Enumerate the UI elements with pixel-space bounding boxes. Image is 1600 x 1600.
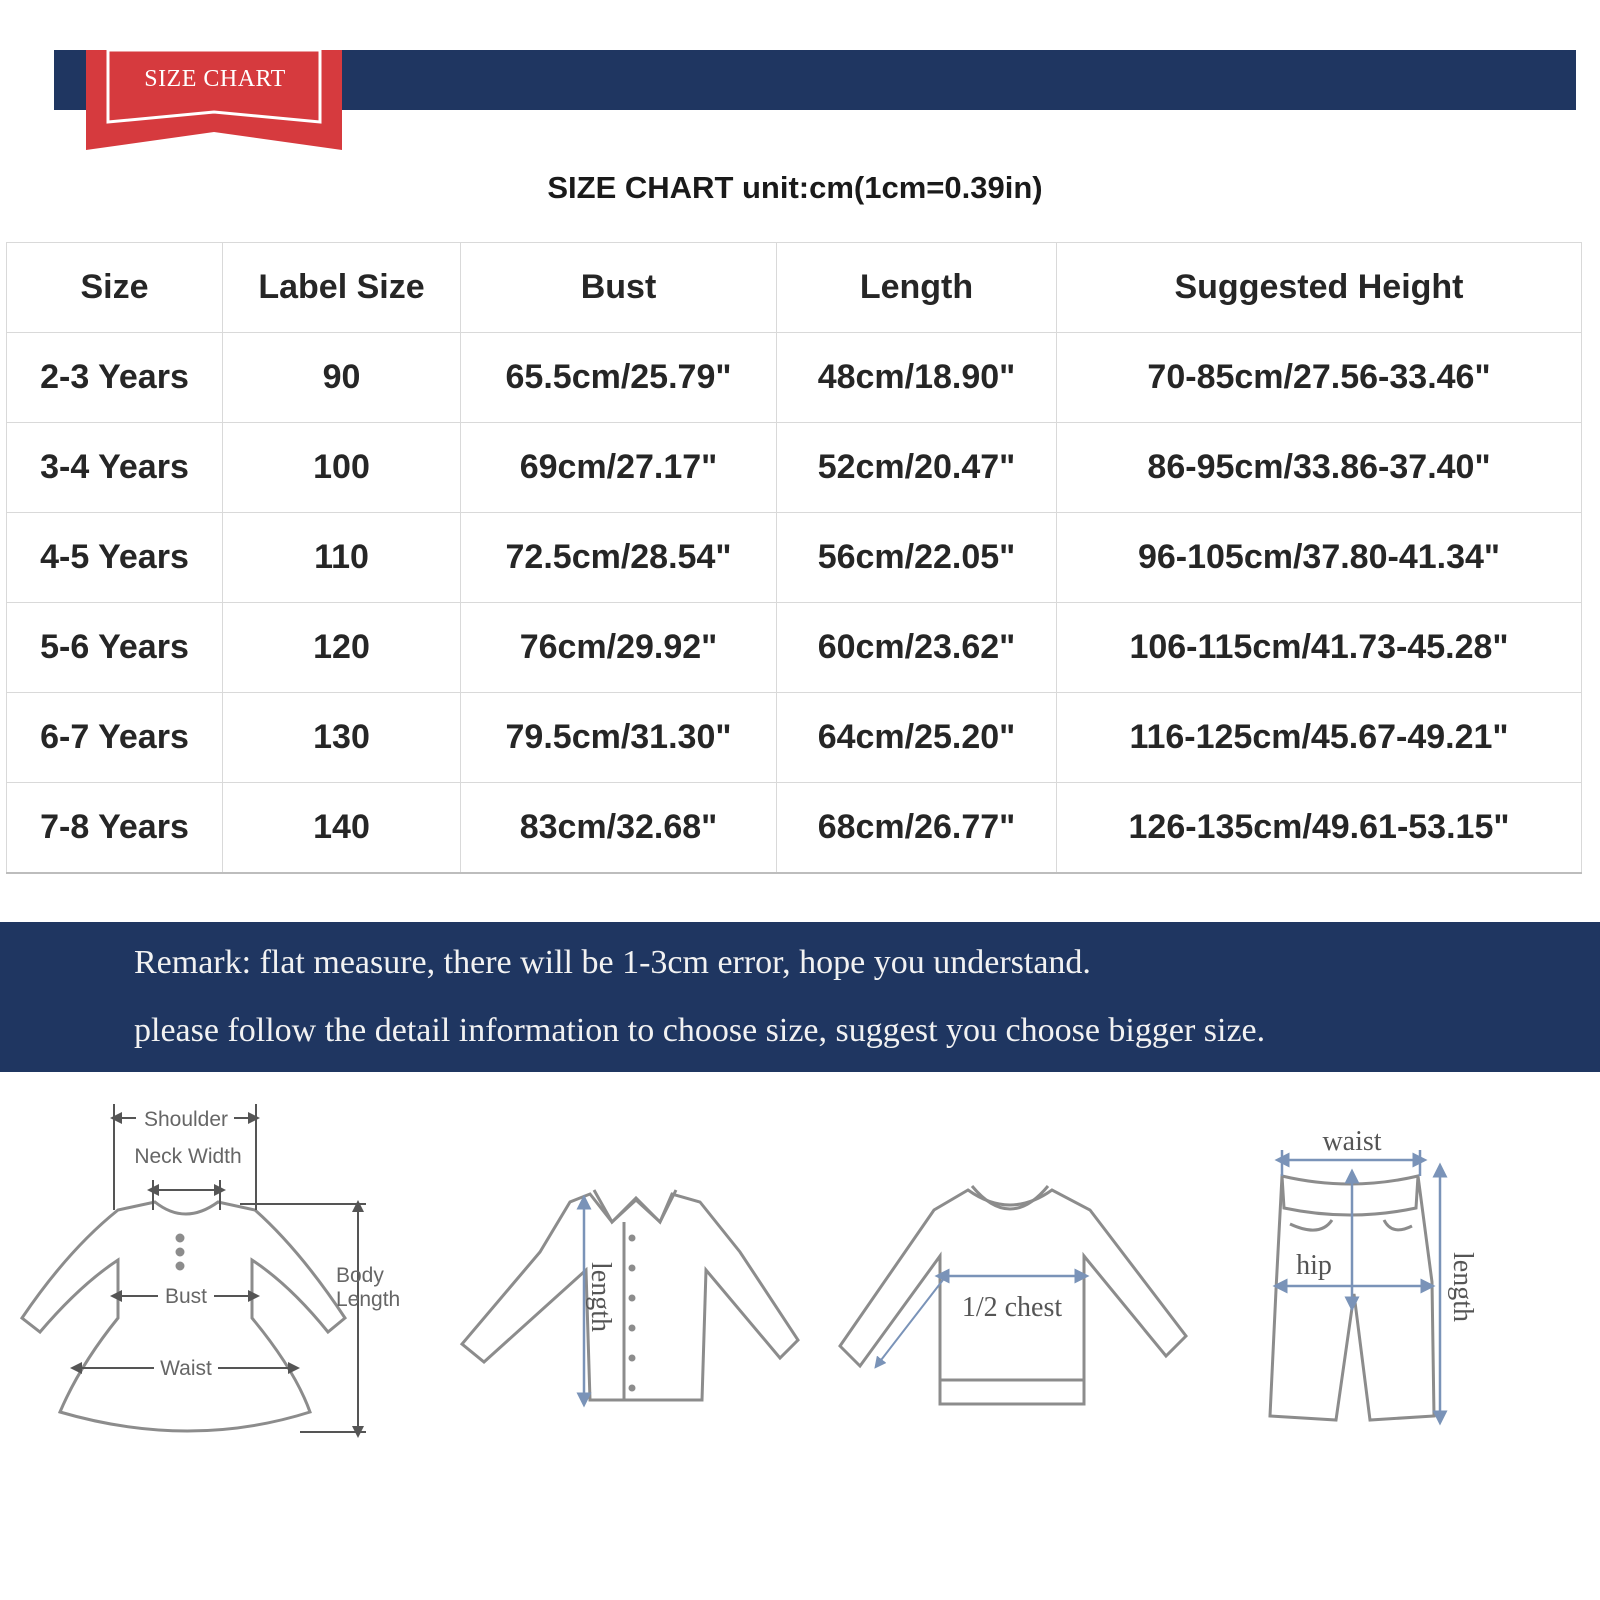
cell-bust: 65.5cm/25.79" bbox=[461, 333, 777, 423]
table-row bbox=[7, 513, 1582, 603]
sleeve-arrow bbox=[878, 1276, 946, 1364]
shirt-length-label: length bbox=[585, 1262, 616, 1332]
body-length-label-1: Body bbox=[336, 1264, 384, 1287]
cell-suggested-height: 70-85cm/27.56-33.46" bbox=[1057, 333, 1582, 423]
cell-label-size: 140 bbox=[223, 783, 461, 874]
cell-size: 4-5 Years bbox=[7, 513, 223, 603]
cell-suggested-height: 96-105cm/37.80-41.34" bbox=[1057, 513, 1582, 603]
cell-bust: 79.5cm/31.30" bbox=[461, 693, 777, 783]
pants-waist-label: waist bbox=[1322, 1126, 1382, 1157]
remark-line-2: please follow the detail information to choose size, suggest you choose bigger size. bbox=[134, 1012, 1266, 1049]
cell-label-size: 110 bbox=[223, 513, 461, 603]
table-header-row bbox=[7, 243, 1582, 333]
waist-label: Waist bbox=[160, 1357, 212, 1380]
shirt-buttons bbox=[629, 1235, 636, 1392]
pants-length-label: length bbox=[1447, 1252, 1478, 1322]
cell-bust: 76cm/29.92" bbox=[461, 603, 777, 693]
table-row bbox=[7, 783, 1582, 874]
neck-width-label: Neck Width bbox=[134, 1145, 242, 1168]
table-row bbox=[7, 603, 1582, 693]
measurement-diagrams bbox=[0, 1080, 1600, 1450]
cell-size: 5-6 Years bbox=[7, 603, 223, 693]
cell-length: 56cm/22.05" bbox=[777, 513, 1057, 603]
header-label-size: Label Size bbox=[223, 243, 461, 333]
cell-bust: 83cm/32.68" bbox=[461, 783, 777, 874]
cell-label-size: 130 bbox=[223, 693, 461, 783]
cell-size: 3-4 Years bbox=[7, 423, 223, 513]
cell-length: 64cm/25.20" bbox=[777, 693, 1057, 783]
cell-size: 6-7 Years bbox=[7, 693, 223, 783]
cell-label-size: 120 bbox=[223, 603, 461, 693]
cell-size: 2-3 Years bbox=[7, 333, 223, 423]
header-suggested-height: Suggested Height bbox=[1057, 243, 1582, 333]
chest-label: 1/2 chest bbox=[961, 1292, 1063, 1323]
bust-label: Bust bbox=[164, 1285, 208, 1308]
chart-subtitle: SIZE CHART unit:cm(1cm=0.39in) bbox=[547, 170, 1043, 205]
cell-length: 48cm/18.90" bbox=[777, 333, 1057, 423]
remark-line-1: Remark: flat measure, there will be 1-3cm error, hope you understand. bbox=[134, 944, 1091, 981]
cell-bust: 72.5cm/28.54" bbox=[461, 513, 777, 603]
shirt-diagram bbox=[462, 1190, 798, 1400]
cell-suggested-height: 106-115cm/41.73-45.28" bbox=[1057, 603, 1582, 693]
dress-diagram bbox=[22, 1202, 345, 1431]
cell-length: 60cm/23.62" bbox=[777, 603, 1057, 693]
cell-suggested-height: 126-135cm/49.61-53.15" bbox=[1057, 783, 1582, 874]
table-row bbox=[7, 423, 1582, 513]
pants-hip-label: hip bbox=[1296, 1250, 1332, 1281]
cell-label-size: 100 bbox=[223, 423, 461, 513]
cell-length: 52cm/20.47" bbox=[777, 423, 1057, 513]
cell-label-size: 90 bbox=[223, 333, 461, 423]
cell-suggested-height: 86-95cm/33.86-37.40" bbox=[1057, 423, 1582, 513]
table-row bbox=[7, 693, 1582, 783]
cell-bust: 69cm/27.17" bbox=[461, 423, 777, 513]
cell-length: 68cm/26.77" bbox=[777, 783, 1057, 874]
header-bust: Bust bbox=[461, 243, 777, 333]
size-table bbox=[6, 242, 1582, 874]
header-size: Size bbox=[7, 243, 223, 333]
shoulder-label: Shoulder bbox=[143, 1108, 229, 1131]
cell-suggested-height: 116-125cm/45.67-49.21" bbox=[1057, 693, 1582, 783]
table-row bbox=[7, 333, 1582, 423]
header-length: Length bbox=[777, 243, 1057, 333]
banner-title: SIZE CHART bbox=[144, 66, 286, 92]
cell-size: 7-8 Years bbox=[7, 783, 223, 874]
body-length-label-2: Length bbox=[336, 1288, 401, 1311]
